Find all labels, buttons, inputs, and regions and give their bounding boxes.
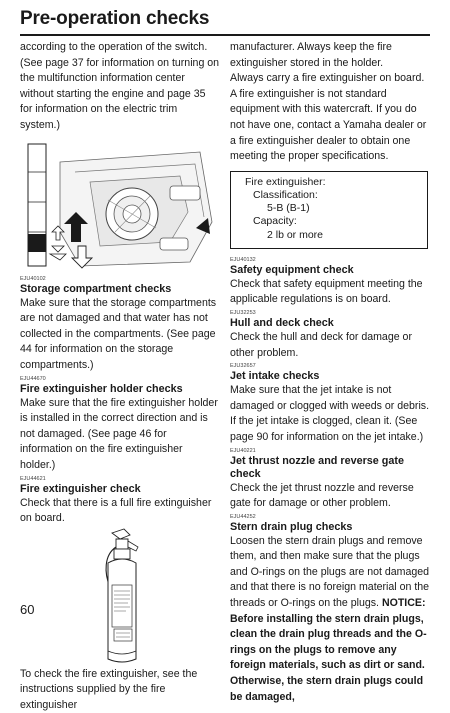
- notice-label: NOTICE:: [381, 597, 426, 610]
- spec-label-capacity: Capacity:: [253, 215, 297, 228]
- storage-heading: Storage compartment checks: [20, 282, 172, 295]
- hull-text: Check the hull and deck for damage or other problem.: [230, 330, 412, 359]
- extinguisher-spec-box: [230, 171, 428, 249]
- drain-heading: Stern drain plug checks: [230, 520, 353, 533]
- hull-heading: Hull and deck check: [230, 316, 334, 329]
- spec-value-classification: 5-B (B-1): [267, 202, 310, 215]
- right-column: [230, 40, 432, 705]
- intake-section-code: EJU32657: [230, 363, 256, 370]
- nozzle-text: Check the jet thrust nozzle and reverse gate for damage or other problem.: [230, 481, 414, 510]
- trim-switch-illustration: [20, 142, 218, 270]
- extinguisher-text: Check that there is a full fire extinguisher on board.: [20, 496, 212, 525]
- intake-text: Make sure that the jet intake is not damaged or clogged with weeds or debris. If the jet intake is clogged, clean it. (See page 90 for information on the jet intake.): [230, 384, 430, 443]
- spec-value-capacity: 2 lb or more: [267, 228, 324, 241]
- left-outro-text: To check the fire extinguisher, see the instructions supplied by the fire extinguisher: [20, 667, 198, 711]
- holder-section-code: EJU44670: [20, 375, 46, 382]
- spec-label-extinguisher: Fire extinguisher:: [245, 175, 326, 188]
- safety-text: Check that safety equipment meeting the applicable regulations is on board.: [230, 277, 423, 306]
- fire-extinguisher-illustration: [20, 527, 220, 667]
- safety-section-code: EJU40132: [230, 256, 256, 263]
- drain-paragraph: [230, 534, 432, 706]
- page-number: 60: [20, 602, 35, 617]
- safety-heading: Safety equipment check: [230, 263, 354, 276]
- left-intro-text: according to the operation of the switch. (See page 37 for information on turning on the multifunction information center without starting the engine and page 35 for information on the electric trim system.): [20, 41, 220, 131]
- right-intro-text: manufacturer. Always keep the fire extinguisher stored in the holder.: [230, 41, 392, 69]
- hull-section-code: EJU32253: [230, 309, 256, 316]
- drain-text: Loosen the stern drain plugs and remove them, and then make sure that the plugs and O-rings on the plugs are not damaged and that there is no foreign material on the threads or O-rings on the plugs.: [230, 534, 430, 610]
- notice-text: Before installing the stern drain plugs, clean the drain plug threads and the O-rings on the plugs to remove any foreign materials, such as dirt or sand. Otherwise, the stern drain plugs could be damaged,: [230, 612, 427, 703]
- holder-heading: Fire extinguisher holder checks: [20, 382, 183, 395]
- extinguisher-heading: Fire extinguisher check: [20, 482, 141, 495]
- page-title: Pre-operation checks: [20, 8, 210, 29]
- right-warning-text: Always carry a fire extinguisher on board. A fire extinguisher is not standard equipment with this watercraft. If you do not have one, contact a Yamaha dealer or a fire extinguisher dealer to obtain one meeting the proper specifications.: [230, 72, 427, 163]
- drain-section-code: EJU44252: [230, 513, 256, 520]
- intake-heading: Jet intake checks: [230, 370, 320, 383]
- spec-label-classification: Classification:: [253, 188, 318, 201]
- extinguisher-section-code: EJU44621: [20, 475, 46, 482]
- storage-section-code: EJU40102: [20, 275, 46, 282]
- nozzle-heading: Jet thrust nozzle and reverse gate check: [230, 454, 405, 480]
- left-column: [20, 40, 220, 713]
- title-divider: [20, 34, 430, 36]
- holder-text: Make sure that the fire extinguisher holder is installed in the correct direction and is not damaged. (See page 46 for information on the fire extinguisher holder.): [20, 396, 218, 471]
- storage-text: Make sure that the storage compartments are not damaged and that water has not collected in the compartments. (See page 44 for information on the storage compartments.): [20, 296, 217, 371]
- nozzle-section-code: EJU40221: [230, 447, 256, 454]
